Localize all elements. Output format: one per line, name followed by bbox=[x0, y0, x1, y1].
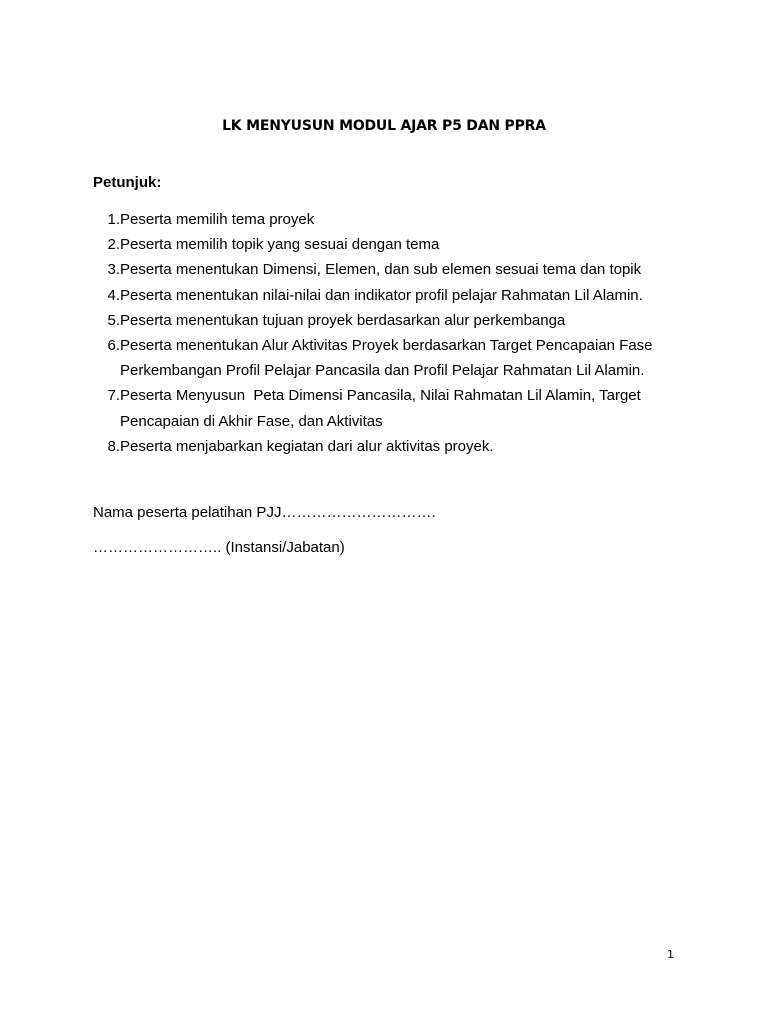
step-item bbox=[93, 308, 683, 333]
page-number: 1 bbox=[667, 948, 674, 961]
step-number: 2. bbox=[107, 236, 120, 254]
step-text: Peserta menentukan Alur Aktivitas Proyek berdasarkan Target Pencapaian Fase Perkembangan Profil Pelajar Pancasila dan Profil Pelajar Rahmatan Lil Alamin. bbox=[120, 337, 657, 380]
step-number: 8. bbox=[107, 437, 120, 455]
step-text: Peserta Menyusun Peta Dimensi Pancasila, Nilai Rahmatan Lil Alamin, Target Pencapaian di Akhir Fase, dan Aktivitas bbox=[120, 387, 645, 430]
step-item bbox=[93, 207, 683, 232]
step-number: 5. bbox=[107, 311, 120, 329]
step-item bbox=[93, 257, 683, 282]
step-number: 1. bbox=[107, 211, 120, 228]
step-text: Peserta memilih tema proyek bbox=[120, 211, 315, 228]
step-text: Peserta memilih topik yang sesuai dengan tema bbox=[120, 236, 440, 254]
step-item bbox=[93, 333, 683, 383]
step-text: Peserta menentukan Dimensi, Elemen, dan sub elemen sesuai tema dan topik bbox=[120, 261, 642, 279]
step-number: 7. bbox=[107, 387, 120, 405]
step-item bbox=[93, 434, 683, 459]
step-item bbox=[93, 232, 683, 257]
step-text: Peserta menjabarkan kegiatan dari alur aktivitas proyek. bbox=[120, 437, 494, 455]
step-number: 4. bbox=[107, 286, 120, 304]
instructions-heading: Petunjuk: bbox=[93, 174, 162, 191]
participant-name-line: Nama peserta pelatihan PJJ…………………………. bbox=[93, 504, 436, 521]
institution-line: …………………….. (Instansi/Jabatan) bbox=[93, 539, 345, 556]
step-number: 6. bbox=[107, 337, 120, 355]
step-item bbox=[93, 283, 683, 308]
document-title: LK MENYUSUN MODUL AJAR P5 DAN PPRA bbox=[222, 118, 546, 134]
step-number: 3. bbox=[107, 261, 120, 279]
step-text: Peserta menentukan tujuan proyek berdasarkan alur perkembanga bbox=[120, 311, 566, 329]
step-item bbox=[93, 383, 683, 433]
steps-list bbox=[93, 207, 683, 459]
step-text: Peserta menentukan nilai-nilai dan indikator profil pelajar Rahmatan Lil Alamin. bbox=[120, 286, 643, 304]
